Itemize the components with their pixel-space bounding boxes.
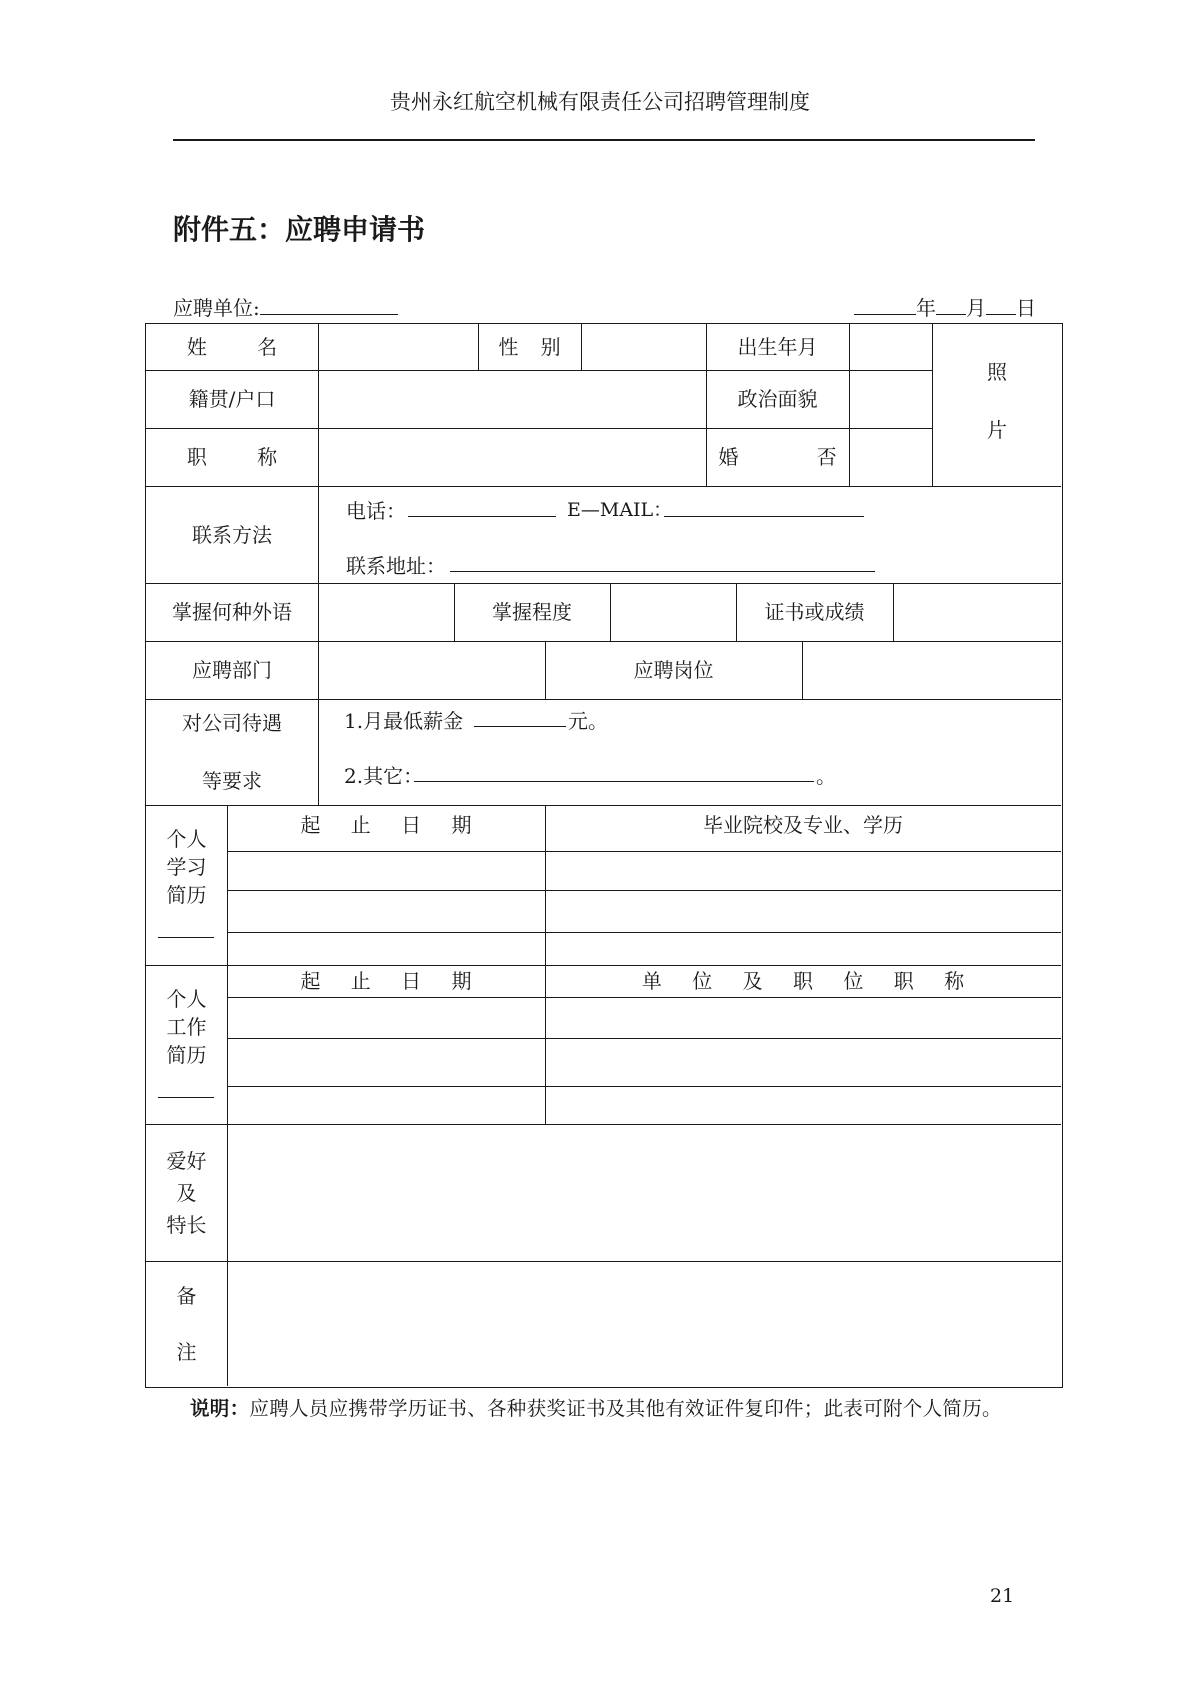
dept-label-cell: 应聘部门	[192, 658, 272, 682]
level-label-cell: 掌握程度	[492, 600, 572, 624]
phone-label: 电话：	[346, 499, 406, 523]
year-label: 年	[916, 296, 936, 320]
hobby-input-cell[interactable]	[227, 1124, 1061, 1261]
hobby-label-1: 爱好	[166, 1148, 207, 1173]
native-label-cell: 籍贯/户口	[188, 387, 276, 411]
language-label-cell: 掌握何种外语	[172, 600, 292, 624]
footnote-label: 说明：	[190, 1397, 250, 1420]
month-label: 月	[966, 296, 986, 320]
education-row-2-date[interactable]	[227, 890, 545, 932]
gender-label: 性 别	[498, 335, 569, 359]
phone-blank[interactable]	[408, 516, 556, 517]
other-blank[interactable]	[414, 781, 814, 782]
education-row-1-school[interactable]	[545, 851, 1061, 890]
birth-label-cell: 出生年月	[737, 335, 818, 359]
email-label: E—MAIL：	[567, 499, 673, 521]
other-label: 2.其它：	[344, 764, 424, 788]
education-label-1: 个人	[166, 827, 207, 851]
work-label-cell	[146, 965, 227, 1124]
education-row-3-school[interactable]	[545, 932, 1061, 965]
education-school-header: 毕业院校及专业、学历	[703, 813, 903, 837]
work-row-2-date[interactable]	[227, 1038, 545, 1086]
application-form-table	[145, 323, 1063, 1388]
political-input-cell[interactable]	[849, 370, 932, 428]
photo-label-2: 片	[987, 418, 1007, 442]
education-date-header-text: 起 止 日 期	[300, 813, 484, 837]
gender-label-cell	[478, 324, 581, 370]
salary-unit: 元。	[568, 709, 608, 733]
job-title-input-cell[interactable]	[318, 428, 706, 486]
marital-input-cell[interactable]	[849, 428, 932, 486]
remark-input-cell[interactable]	[227, 1261, 1061, 1387]
work-label-3: 简历	[166, 1043, 207, 1067]
running-header: 贵州永红航空机械有限责任公司招聘管理制度	[390, 90, 810, 114]
work-row-1-unit[interactable]	[545, 997, 1061, 1038]
work-unit-header	[545, 965, 1061, 997]
language-input-cell[interactable]	[318, 583, 454, 641]
footnote	[190, 1393, 1002, 1421]
day-label: 日	[1016, 296, 1036, 320]
footnote-text: 应聘人员应携带学历证书、各种获奖证书及其他有效证件复印件；此表可附个人简历。	[249, 1397, 1002, 1420]
other-end: 。	[816, 764, 836, 788]
salary-blank[interactable]	[474, 726, 566, 727]
header-rule	[173, 139, 1035, 141]
position-input-cell[interactable]	[802, 641, 1061, 699]
education-label-2: 学习	[166, 855, 207, 879]
dept-input-cell[interactable]	[318, 641, 545, 699]
remark-label-cell	[146, 1261, 227, 1387]
political-label-cell: 政治面貌	[737, 387, 818, 411]
level-input-cell[interactable]	[610, 583, 736, 641]
gender-input-cell[interactable]	[581, 324, 706, 370]
work-date-header	[227, 965, 545, 997]
work-unit-header-text: 单 位 及 职 位 职 称	[641, 969, 977, 993]
address-label: 联系地址：	[346, 554, 446, 578]
day-blank[interactable]	[986, 294, 1016, 315]
education-row-1-date[interactable]	[227, 851, 545, 890]
job-title-label: 职 称	[186, 445, 300, 469]
treatment-label-2: 等要求	[202, 769, 262, 793]
native-input-cell[interactable]	[318, 370, 706, 428]
treatment-label-1: 对公司待遇	[182, 711, 282, 735]
education-date-header	[227, 805, 545, 851]
work-label-1: 个人	[166, 987, 207, 1011]
photo-cell[interactable]	[932, 324, 1062, 486]
remark-label-1: 备	[176, 1284, 197, 1308]
hobby-label-2: 及	[176, 1180, 197, 1205]
applying-unit-blank[interactable]	[260, 294, 398, 315]
photo-label-1: 照	[987, 360, 1007, 384]
year-blank[interactable]	[854, 294, 916, 315]
education-label-3: 简历	[166, 883, 207, 907]
page-number: 21	[990, 1585, 1015, 1607]
month-blank[interactable]	[936, 294, 966, 315]
education-label-cell	[146, 805, 227, 965]
position-label-cell: 应聘岗位	[633, 658, 714, 682]
treatment-label-cell	[146, 699, 318, 805]
certificate-input-cell[interactable]	[893, 583, 1061, 641]
remark-label-2: 注	[176, 1340, 197, 1364]
education-label-rule	[158, 937, 214, 938]
marital-label-cell	[706, 428, 873, 486]
applying-unit-label: 应聘单位:	[173, 296, 260, 320]
email-blank[interactable]	[664, 516, 864, 517]
certificate-label-cell: 证书或成绩	[764, 600, 865, 624]
work-label-2: 工作	[166, 1015, 207, 1039]
date-line	[854, 292, 1036, 321]
education-row-3-date[interactable]	[227, 932, 545, 965]
name-input-cell[interactable]	[318, 324, 478, 370]
page-title: 附件五：应聘申请书	[173, 213, 426, 246]
name-label: 姓 名	[186, 335, 300, 359]
address-blank[interactable]	[450, 571, 875, 572]
work-row-3-date[interactable]	[227, 1086, 545, 1124]
work-row-3-unit[interactable]	[545, 1086, 1061, 1124]
work-label-rule	[158, 1097, 214, 1098]
job-title-label-cell	[146, 428, 318, 486]
contact-label-cell: 联系方法	[192, 522, 272, 547]
marital-label: 婚 否	[718, 445, 873, 469]
work-date-header-text: 起 止 日 期	[300, 969, 484, 993]
work-row-1-date[interactable]	[227, 997, 545, 1038]
hobby-label-cell	[146, 1124, 227, 1261]
work-row-2-unit[interactable]	[545, 1038, 1061, 1086]
applying-unit-line	[173, 292, 398, 321]
salary-label: 1.月最低薪金	[344, 709, 464, 733]
hobby-label-3: 特长	[166, 1212, 207, 1237]
name-label-cell	[146, 324, 318, 370]
education-row-2-school[interactable]	[545, 890, 1061, 932]
birth-input-cell[interactable]	[849, 324, 932, 370]
